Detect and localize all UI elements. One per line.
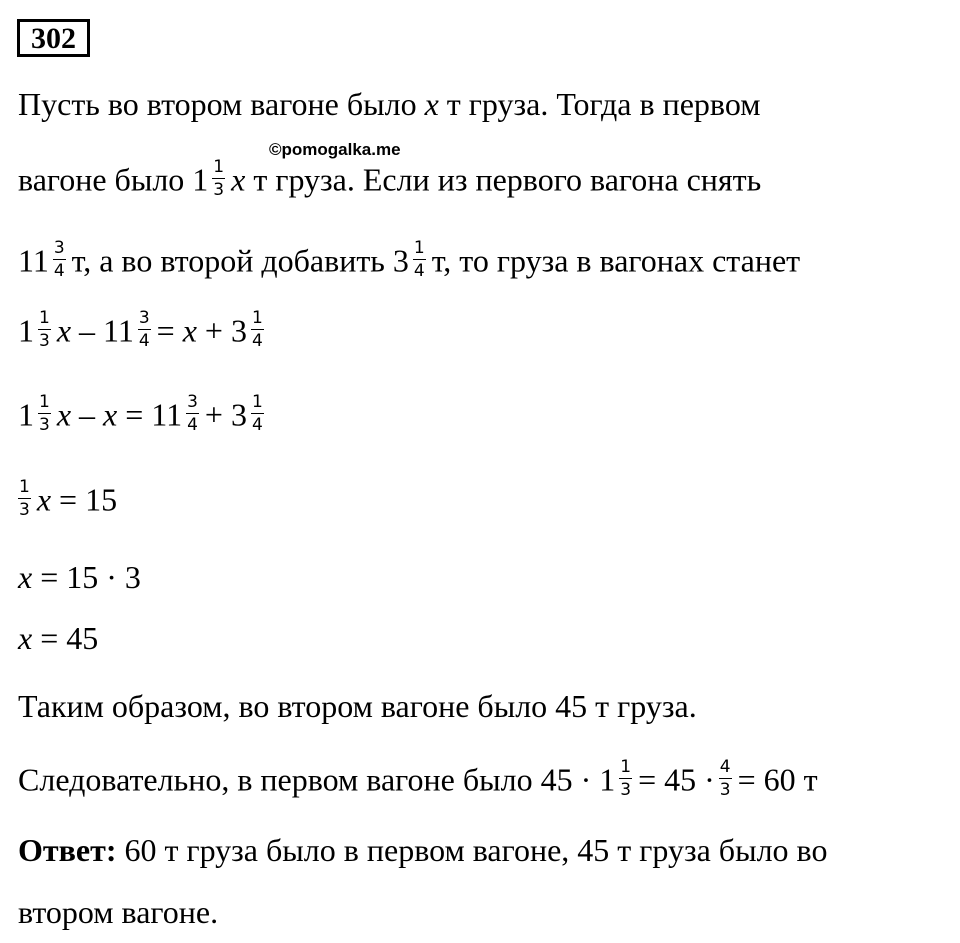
equation-3: $\frac{1}{3}$ x = 15 bbox=[19, 477, 118, 520]
text-line-5: Следовательно, в первом вагоне было 45 · 1 $\frac{1}{3}$ = 45 · $\frac{4}{3}$ = 60 т bbox=[18, 757, 818, 800]
text-line-2 bbox=[18, 157, 762, 203]
watermark: ©pomogalka.me bbox=[269, 140, 401, 159]
fraction: $\frac{1}{4}$ bbox=[413, 238, 425, 281]
fraction: $\frac{1}{4}$ bbox=[251, 308, 263, 351]
text: вагоне было 1 bbox=[18, 161, 209, 198]
text-line-4: Таким образом, во втором вагоне было 45 т груза. bbox=[18, 688, 697, 724]
answer-line bbox=[18, 834, 827, 866]
answer-line-2: втором вагоне. bbox=[18, 894, 219, 930]
text: Пусть во втором вагоне было bbox=[18, 86, 425, 122]
variable-x: x bbox=[424, 86, 439, 122]
fraction: $\frac{3}{4}$ bbox=[138, 308, 150, 351]
text: т, то груза в вагонах станет bbox=[431, 242, 801, 279]
fraction: $\frac{3}{4}$ bbox=[53, 238, 65, 281]
answer-label: Ответ: bbox=[18, 832, 117, 868]
fraction: $\frac{1}{3}$ bbox=[213, 157, 225, 200]
equation-2: 1 $\frac{1}{3}$ x – x = 11 $\frac{3}{4}$ + 3 $\frac{1}{4}$ bbox=[18, 392, 263, 435]
text: т груза. Тогда в первом bbox=[438, 86, 761, 122]
equation-5: x = 45 bbox=[18, 620, 99, 656]
fraction: $\frac{1}{3}$ bbox=[620, 757, 632, 800]
fraction: $\frac{1}{4}$ bbox=[251, 392, 263, 435]
fraction: $\frac{4}{3}$ bbox=[719, 757, 731, 800]
answer-text: 60 т груза было в первом вагоне, 45 т груза было во bbox=[116, 832, 828, 868]
text-line-1 bbox=[18, 88, 760, 120]
text: 11 bbox=[18, 242, 49, 279]
problem-number: 302 bbox=[17, 19, 90, 57]
text: т, а во второй добавить 3 bbox=[71, 242, 409, 279]
fraction: $\frac{1}{3}$ bbox=[39, 308, 50, 351]
fraction: $\frac{1}{3}$ bbox=[39, 392, 50, 435]
fraction: $\frac{1}{3}$ bbox=[19, 477, 30, 520]
equation-4: x = 15 · 3 bbox=[18, 559, 141, 595]
variable-x: x bbox=[231, 161, 246, 198]
text-line-3 bbox=[18, 238, 801, 284]
text: т груза. Если из первого вагона снять bbox=[245, 161, 762, 198]
equation-1: 1 $\frac{1}{3}$ x – 11 $\frac{3}{4}$ = x + 3 $\frac{1}{4}$ bbox=[18, 308, 263, 351]
fraction: $\frac{3}{4}$ bbox=[187, 392, 198, 435]
